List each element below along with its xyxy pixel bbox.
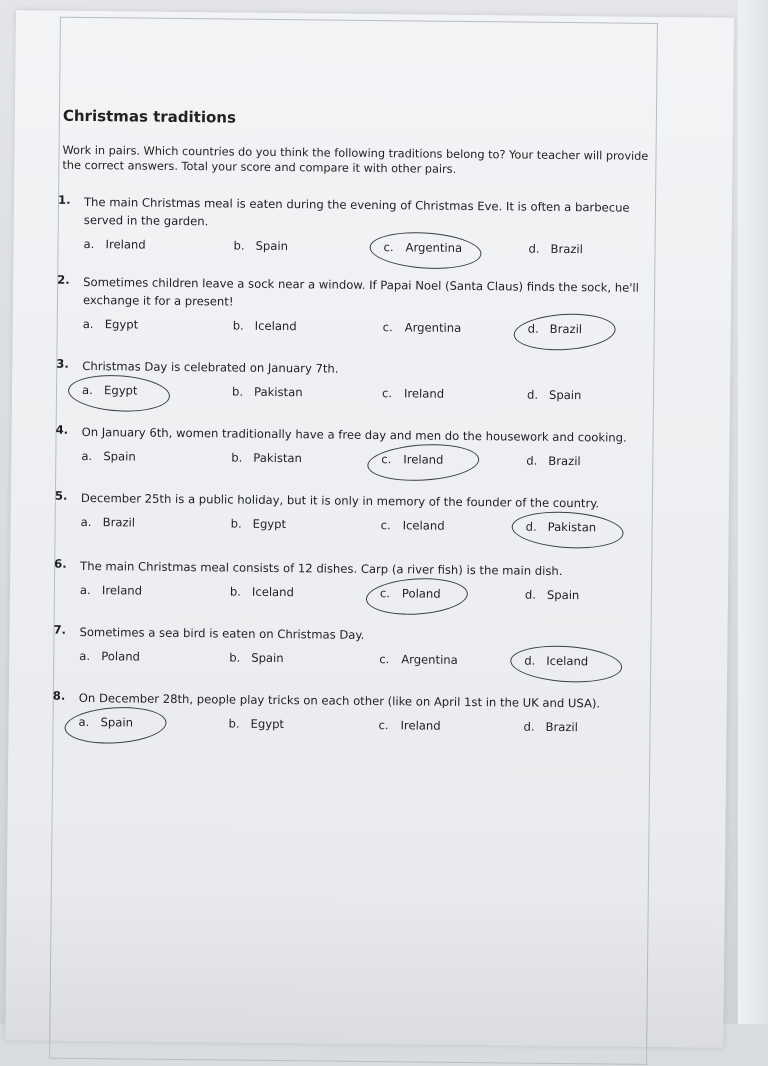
answer-option[interactable] (379, 652, 458, 667)
option-label: Ireland (403, 452, 444, 467)
answer-option[interactable] (79, 649, 140, 664)
worksheet-page (5, 10, 734, 1047)
option-letter: c. (381, 452, 392, 467)
option-letter: c. (379, 652, 390, 667)
option-letter: d. (523, 719, 535, 734)
option-label: Brazil (550, 241, 583, 257)
option-letter: c. (382, 320, 393, 335)
option-label: Egypt (250, 716, 285, 732)
option-letter: a. (83, 236, 95, 252)
answer-options (80, 583, 664, 611)
question-number: 4. (55, 422, 69, 437)
answer-option[interactable] (383, 240, 462, 255)
question-text: Christmas Day is celebrated on January 7th. (82, 358, 339, 376)
option-letter: a. (80, 514, 92, 530)
question-number: 8. (52, 688, 66, 703)
question-number: 6. (54, 556, 67, 571)
option-letter: d. (526, 453, 538, 468)
answer-option[interactable] (231, 451, 302, 466)
option-letter: c. (383, 240, 394, 255)
option-label: Iceland (251, 584, 294, 600)
answer-option[interactable] (233, 319, 297, 334)
option-letter: d. (528, 241, 540, 256)
option-letter: c. (379, 586, 391, 601)
question-item (57, 273, 668, 345)
option-letter: b. (230, 516, 242, 531)
option-label: Ireland (403, 386, 445, 401)
option-letter: b. (229, 584, 242, 599)
question-item (53, 623, 663, 677)
option-letter: b. (232, 318, 244, 333)
answer-option[interactable] (528, 242, 583, 257)
option-label: Egypt (103, 383, 138, 398)
option-label: Brazil (102, 515, 136, 530)
answer-options (79, 649, 663, 677)
option-letter: b. (231, 384, 244, 399)
option-label: Poland (101, 649, 141, 664)
answer-option[interactable] (78, 715, 133, 730)
option-letter: a. (82, 316, 94, 332)
question-text: Sometimes a sea bird is eaten on Christmas Day. (79, 624, 365, 642)
option-letter: b. (233, 238, 245, 253)
option-letter: d. (525, 519, 537, 534)
option-letter: b. (229, 650, 241, 665)
option-label: Iceland (402, 518, 445, 533)
option-letter: a. (81, 448, 93, 464)
option-label: Argentina (404, 320, 462, 335)
question-item (55, 423, 665, 477)
answer-option[interactable] (81, 449, 136, 464)
answer-option[interactable] (524, 654, 588, 669)
answer-option[interactable] (229, 651, 284, 666)
option-letter: a. (81, 382, 93, 398)
answer-options (81, 449, 665, 477)
adjacent-paper-edge (738, 0, 768, 1024)
option-label: Ireland (400, 718, 441, 733)
answer-option[interactable] (80, 583, 142, 598)
answer-option[interactable] (382, 386, 444, 401)
answer-option[interactable] (82, 383, 138, 398)
answer-option[interactable] (378, 718, 440, 733)
question-number: 7. (53, 622, 67, 637)
option-label: Argentina (401, 652, 458, 667)
question-text: On January 6th, women traditionally have a free day and men do the housework and cooking. (81, 424, 627, 445)
answer-option[interactable] (228, 717, 284, 732)
option-label: Brazil (545, 719, 578, 735)
answer-options (81, 515, 665, 543)
option-label: Iceland (254, 318, 297, 334)
option-label: Ireland (101, 583, 143, 598)
answer-option[interactable] (526, 520, 597, 535)
answer-option[interactable] (528, 322, 583, 337)
option-label: Pakistan (253, 450, 302, 466)
option-letter: d. (526, 387, 539, 402)
option-letter: a. (79, 582, 91, 598)
answer-option[interactable] (523, 720, 578, 735)
option-letter: c. (380, 518, 391, 533)
answer-options (82, 383, 666, 411)
question-number: 3. (56, 356, 69, 371)
option-label: Ireland (105, 237, 146, 252)
question-number: 2. (57, 272, 70, 287)
question-text: On December 28th, people play tricks on each other (like on April 1st in the UK and USA). (78, 690, 601, 711)
option-letter: b. (228, 716, 240, 731)
question-text: The main Christmas meal is eaten during the evening of Christmas Eve. It is often a barbecue served in the garden. (83, 194, 630, 229)
question-number: 1. (57, 192, 71, 207)
question-text: December 25th is a public holiday, but it is only in memory of the founder of the country. (80, 490, 600, 511)
option-label: Egypt (104, 317, 139, 332)
question-list (52, 193, 668, 743)
option-label: Pakistan (547, 519, 597, 535)
answer-option[interactable] (232, 385, 303, 400)
answer-option[interactable] (81, 515, 136, 530)
option-label: Poland (401, 586, 441, 601)
answer-option[interactable] (83, 317, 139, 332)
answer-option[interactable] (84, 237, 146, 252)
option-letter: a. (79, 648, 91, 664)
question-item (56, 357, 666, 411)
option-label: Argentina (405, 240, 463, 255)
question-text: Sometimes children leave a sock near a window. If Papai Noel (Santa Claus) finds the sock, he'll exchange it for a present! (82, 274, 639, 309)
question-item (57, 193, 668, 265)
answer-option[interactable] (233, 239, 288, 254)
option-label: Spain (548, 387, 582, 403)
answer-option[interactable] (383, 320, 462, 335)
option-letter: d. (524, 653, 536, 668)
answer-option[interactable] (525, 588, 580, 603)
answer-option[interactable] (380, 586, 441, 601)
option-label: Iceland (546, 653, 589, 669)
option-label: Brazil (548, 453, 581, 469)
option-letter: b. (231, 450, 243, 465)
option-label: Egypt (252, 516, 287, 532)
worksheet-title: Christmas traditions (62, 106, 237, 127)
answer-option[interactable] (231, 517, 287, 532)
question-item (52, 689, 662, 743)
option-letter: d. (524, 587, 537, 602)
answer-option[interactable] (526, 454, 581, 469)
option-label: Brazil (549, 321, 583, 337)
answer-option[interactable] (230, 585, 294, 600)
option-letter: a. (78, 714, 90, 730)
question-number: 5. (54, 488, 68, 503)
option-label: Pakistan (253, 384, 303, 400)
option-letter: c. (381, 386, 393, 401)
option-letter: c. (378, 718, 389, 733)
option-label: Spain (255, 238, 289, 254)
answer-options (83, 237, 667, 265)
option-label: Spain (100, 715, 134, 730)
worksheet-instructions: Work in pairs. Which countries do you think the following traditions belong to? Your teacher will provide the correct answers. Total your score and compare it with other pairs. (62, 143, 649, 176)
question-item (55, 489, 665, 543)
option-label: Spain (103, 449, 136, 464)
answer-option[interactable] (381, 452, 443, 467)
answer-option[interactable] (527, 388, 582, 403)
option-letter: d. (527, 321, 539, 336)
option-label: Spain (251, 650, 284, 666)
option-label: Spain (546, 587, 580, 603)
answer-options (83, 317, 667, 345)
question-text: The main Christmas meal consists of 12 dishes. Carp (a river fish) is the main dish. (80, 558, 563, 578)
answer-option[interactable] (381, 518, 445, 533)
question-item (54, 557, 664, 611)
worksheet-content (52, 107, 669, 743)
